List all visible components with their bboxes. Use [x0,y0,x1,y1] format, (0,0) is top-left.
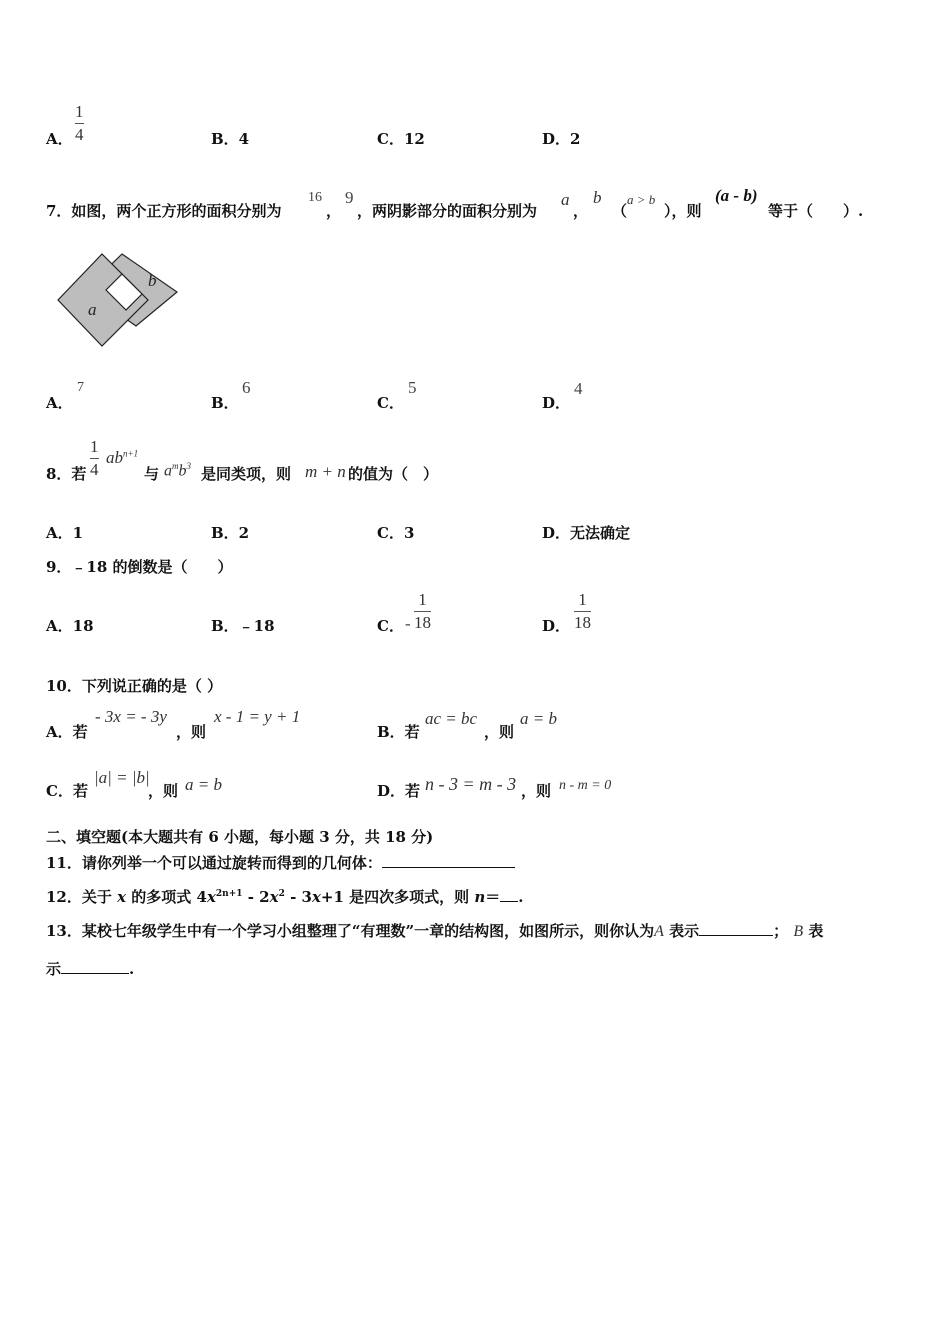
q13-line-1: 13．某校七年级学生中有一个学习小组整理了“有理数”一章的结构图，如图所示，则你认为A 表示 ； B 表 [46,922,824,940]
q10-option-d-result: n - m = 0 [559,778,612,793]
q13-var-b: B [793,923,804,940]
q8-fraction [90,438,99,478]
q7-stem-text-3: 等于（ ）. [768,202,864,220]
q7-option-d-value: 4 [574,379,583,398]
q9-option-c-label: C． [377,617,404,635]
denominator: 18 [414,613,431,632]
q7-option-a-value: 7 [77,380,84,395]
q9-option-c-fraction [414,591,431,631]
q9-option-b: B．﹣18 [211,617,275,635]
q7-condition: a > b [627,192,656,207]
q6-option-a-label: A． [46,130,73,148]
q7-option-b-label: B． [211,394,239,412]
q6-option-b: B．4 [211,130,250,148]
section-2-heading: 二、填空题(本大题共有 6 小题，每小题 3 分，共 18 分) [46,828,434,846]
q10-option-a-condition: - 3x = - 3y [95,707,167,726]
q10-option-d-then: ，则 [521,782,552,800]
q13-answer-blank-a[interactable] [699,935,773,936]
q10-option-c-then: ，则 [148,782,179,800]
q13-text: 13．某校七年级学生中有一个学习小组整理了“有理数”一章的结构图，如图所示，则你认为 [46,922,655,940]
q10-option-b-then: ，则 [484,723,515,741]
denominator: 4 [75,125,84,144]
q12: 12．关于 x 的多项式 $4x^{2n+1} - 2x^2 - 3x+1$ 是四次多项式，则 n＝ . [46,888,524,906]
denominator: 4 [90,460,99,479]
numerator: 1 [90,437,99,456]
q7-stem [46,186,926,226]
q7-paren-close: ），则 [664,202,702,220]
q10-option-c-condition: |a| = |b| [94,768,150,787]
q10-option-b-label: B．若 [377,723,420,741]
q9-option-a: A．18 [46,617,94,635]
q10-option-c-label: C．若 [46,782,88,800]
q7-option-b-value: 6 [242,378,251,397]
numerator: 1 [75,102,84,121]
q7-sep-2: ， [573,202,589,220]
q13-line-2: 示 . [46,960,135,978]
q8-stem-text-2: 是同类项，则 [201,465,292,483]
figure-label-a: a [88,300,97,319]
q8-stem-text-1: 8．若 [46,465,87,483]
q7-var-b: b [593,188,602,207]
q7-option-a-label: A． [46,394,73,412]
q9-option-d-fraction [574,591,591,631]
figure-label-b: b [148,271,157,290]
q7-option-c-label: C． [377,394,404,412]
q8-stem [46,436,646,486]
q6-option-c: C．12 [377,130,425,148]
q8-stem-text-3: 的值为（ ） [348,465,439,483]
q7-var-a: a [561,190,570,209]
q9-stem: 9．﹣18 的倒数是（ ） [46,558,233,576]
q7-squares-figure [56,252,180,348]
q10-option-a-label: A．若 [46,723,88,741]
q10-option-c-result: a = b [185,775,222,794]
q9-option-d-label: D． [542,617,571,635]
q7-area-1: 16 [308,190,322,205]
q8-option-a: A．1 [46,524,84,542]
q8-term-1: $ab^{n+1}$ [106,448,139,467]
q10-option-b-result: a = b [520,709,557,728]
q8-option-b: B．2 [211,524,250,542]
q10-option-a-result: x - 1 = y + 1 [214,707,301,726]
q8-with-text: 与 [144,465,160,483]
denominator: 18 [574,613,591,632]
q10-option-d-condition: n - 3 = m - 3 [425,774,517,794]
q11-text: 11．请你列举一个可以通过旋转而得到的几何体： [46,854,382,872]
q8-sum-expression: m + n [305,462,346,481]
q7-area-2: 9 [345,188,354,207]
q13-var-a: A [654,923,664,940]
q10-stem: 10．下列说正确的是（ ） [46,677,223,695]
q7-stem-text-1: 7．如图，两个正方形的面积分别为 [46,202,282,220]
q10-option-b-condition: ac = bc [425,709,478,728]
q11-answer-blank[interactable] [382,867,515,868]
q10-option-a-then: ，则 [176,723,207,741]
q7-option-c-value: 5 [408,378,417,397]
q7-expression: (a - b) [715,186,758,205]
q8-term-2: $a^mb^3$ [164,461,191,480]
numerator: 1 [578,590,587,609]
q8-option-d: D．无法确定 [542,524,631,542]
q7-option-d-label: D． [542,394,571,412]
q7-paren-open: （ [612,202,628,220]
q7-sep-1: ， [326,202,342,220]
q8-option-c: C．3 [377,524,415,542]
q12-answer-blank[interactable] [500,901,518,902]
q7-stem-text-2: ，两阴影部分的面积分别为 [357,202,538,220]
q6-option-d: D．2 [542,130,581,148]
numerator: 1 [418,590,427,609]
q11 [46,852,515,873]
q9-option-c-sign: - [405,614,411,633]
q13-answer-blank-b[interactable] [61,973,129,974]
q6-option-a-fraction [75,103,84,143]
q10-option-d-label: D．若 [377,782,421,800]
